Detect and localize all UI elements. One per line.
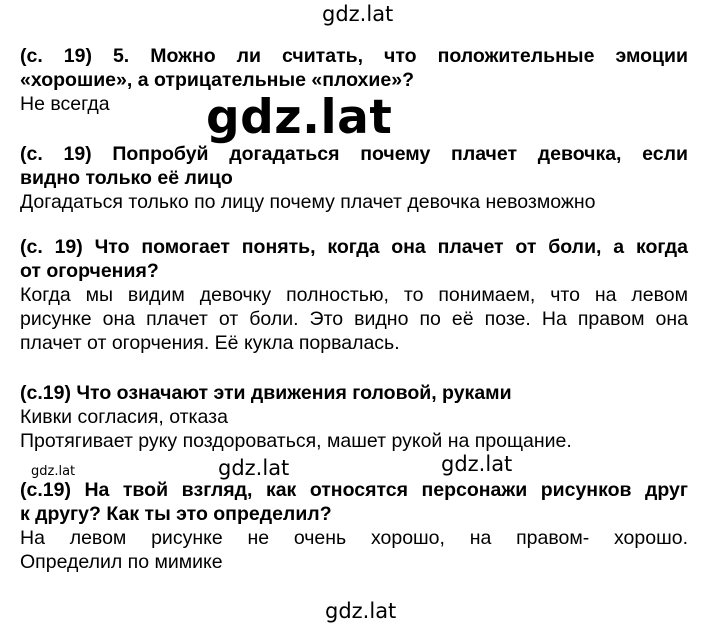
watermark-middle-left: gdz.lat: [218, 456, 290, 480]
answer-line: Не всегда: [20, 93, 110, 115]
watermark-large: gdz.lat: [206, 90, 393, 145]
answer-line: Протягивает руку поздороваться, машет рукой на прощание.: [20, 430, 572, 452]
question-line: видно только её лицо: [20, 167, 233, 189]
qa-block-2: [20, 142, 688, 214]
question-line: (с.19) На твой взгляд, как относятся персонажи рисунков друг: [20, 479, 688, 501]
qa-block-5: [20, 478, 688, 574]
question-line: (с.19) Что означают эти движения головой, руками: [20, 382, 512, 404]
answer-line: Кивки согласия, отказа: [20, 406, 228, 428]
question-line: (с. 19) Что помогает понять, когда она плачет от боли, а когда: [20, 236, 688, 258]
answer-line: рисунке она плачет от боли. Это видно по её позе. На правом она: [20, 308, 688, 330]
watermark-top: gdz.lat: [322, 2, 394, 26]
answer-line: плачет от огорчения. Её кукла порвалась.: [20, 332, 400, 354]
answer-line: Определил по мимике: [20, 551, 223, 573]
answer-line: Когда мы видим девочку полностью, то понимаем, что на левом: [20, 284, 688, 306]
question-line: «хорошие», а отрицательные «плохие»?: [20, 69, 414, 91]
answer-line: Догадаться только по лицу почему плачет девочка невозможно: [20, 191, 596, 213]
answer-line: На левом рисунке не очень хорошо, на правом- хорошо.: [20, 527, 688, 549]
qa-block-3: [20, 235, 688, 355]
watermark-middle-right: gdz.lat: [441, 452, 513, 476]
watermark-small: gdz.lat: [31, 464, 76, 479]
question-line: (с. 19) Попробуй догадаться почему плачет девочка, если: [20, 143, 688, 165]
question-line: от огорчения?: [20, 260, 159, 282]
question-line: (с. 19) 5. Можно ли считать, что положительные эмоции: [20, 45, 688, 67]
watermark-bottom: gdz.lat: [325, 599, 397, 623]
qa-block-4: [20, 381, 688, 453]
question-line: к другу? Как ты это определил?: [20, 503, 332, 525]
